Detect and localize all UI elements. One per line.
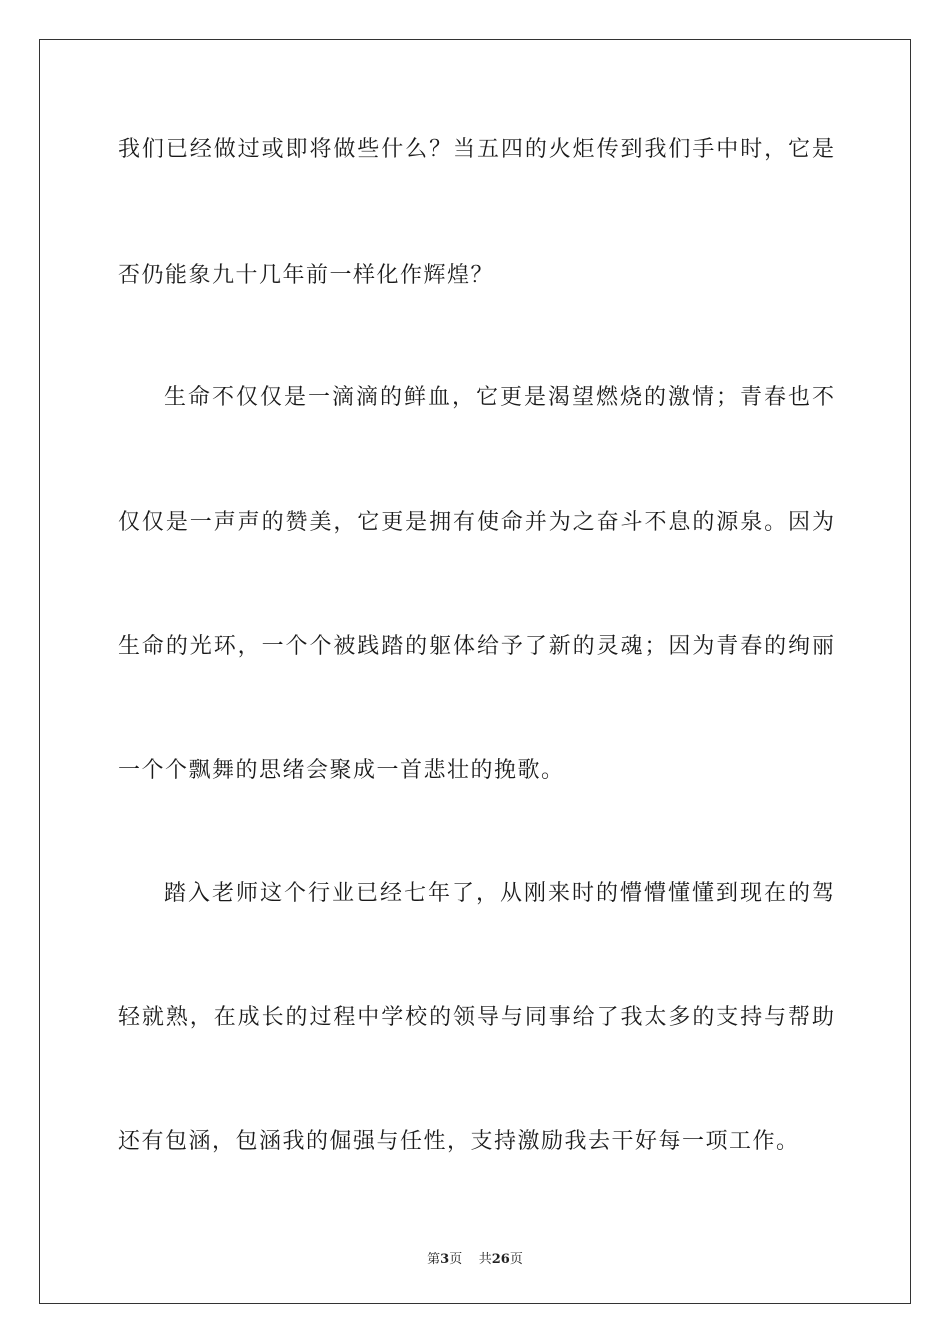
footer-total-number: 26 [491, 1252, 510, 1267]
paragraph-line-9: 还有包涵，包涵我的倔强与任性，支持激励我去干好每一项工作。 [118, 1129, 800, 1154]
page-border [39, 39, 911, 1304]
paragraph-line-4: 仅仅是一声声的赞美，它更是拥有使命并为之奋斗不息的源泉。因为 [118, 510, 834, 535]
paragraph-line-6: 一个个飘舞的思绪会聚成一首悲壮的挽歌。 [118, 758, 565, 783]
footer-page-suffix: 页 [449, 1252, 463, 1267]
footer-total-suffix: 页 [509, 1252, 523, 1267]
page-footer [0, 1248, 950, 1267]
paragraph-line-1: 我们已经做过或即将做些什么？当五四的火炬传到我们手中时，它是 [118, 137, 834, 162]
paragraph-line-3: 生命不仅仅是一滴滴的鲜血，它更是渴望燃烧的激情；青春也不 [164, 385, 834, 410]
paragraph-line-2: 否仍能象九十几年前一样化作辉煌？ [118, 263, 495, 288]
paragraph-line-8: 轻就熟，在成长的过程中学校的领导与同事给了我太多的支持与帮助 [118, 1005, 834, 1030]
footer-total-prefix: 共 [478, 1252, 492, 1267]
footer-page-prefix: 第 [427, 1252, 441, 1267]
footer-page-number: 3 [440, 1252, 450, 1267]
paragraph-line-7: 踏入老师这个行业已经七年了，从刚来时的懵懵懂懂到现在的驾 [164, 881, 834, 906]
paragraph-line-5: 生命的光环，一个个被践踏的躯体给予了新的灵魂；因为青春的绚丽 [118, 634, 834, 659]
